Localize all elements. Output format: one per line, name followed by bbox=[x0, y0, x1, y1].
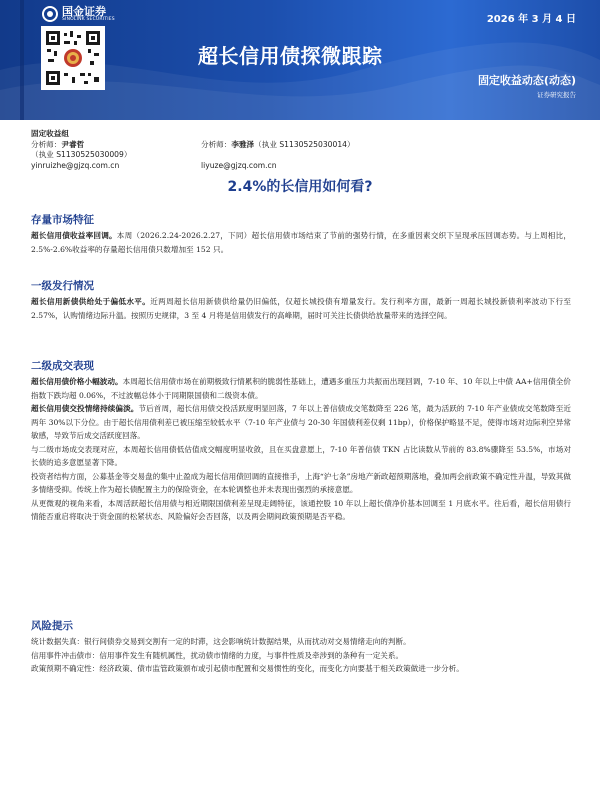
team-name: 固定收益组 bbox=[31, 129, 69, 138]
analyst-1-license: （执业 S1130525030009） bbox=[31, 150, 132, 159]
paragraph-lead: 超长信用债交投情绪持续偏淡。 bbox=[31, 404, 139, 413]
logo-mark-icon bbox=[42, 6, 58, 22]
report-header bbox=[0, 0, 600, 120]
paragraph-text: 近两周超长信用新债供给量仍旧偏低，仅超长城投债有增量发行。发行利率方面，最新一周超长城投新债利率波动下行至 2.57%，认购情绪边际升温。按照历史规律，3 至 4 月将是信用债发行的高峰期，届时可关注长债供给放量带来的选择空间。 bbox=[31, 297, 572, 320]
paragraph-text: 与二级市场成交表现对应，本周超长信用债低估值成交幅度明显收敛，且在买盘意愿上，7-10 年普信债 TKN 占比读数从节前的 83.8%骤降至 53.5%，市场对长债的追多意愿显著下降。 bbox=[31, 444, 571, 467]
analyst-1-email[interactable]: yinruizhe@gjzq.com.cn bbox=[31, 160, 120, 170]
report-series-title: 超长信用债探微跟踪 bbox=[198, 44, 383, 68]
analyst-1-label: 分析师： bbox=[31, 139, 62, 149]
paragraph-lead: 超长信用债价格小幅波动。 bbox=[31, 377, 123, 386]
analyst-2-email[interactable]: liyuze@gjzq.com.cn bbox=[201, 160, 277, 170]
paragraph-text: 节后首周，超长信用债交投活跃度明显回落，7 年以上普信债成交笔数降至 226 笔，最为活跃的 7-10 年产业债成交笔数降至近两年 30%以下分位。由于超长信用债利差已被压缩至较低水平（7-10 年产业债与 20-30 年国债利差仅剩 11bp），价格保护略显不足，使得市场对边际利空异常敏感，导致节后成交活跃度回落。 bbox=[31, 404, 571, 440]
section-heading-primary-issuance: 一级发行情况 bbox=[31, 280, 94, 292]
paragraph-lead: 超长信用债收益率回调。 bbox=[31, 231, 117, 240]
section-paragraph bbox=[31, 229, 571, 256]
report-type: 证券研究报告 bbox=[537, 91, 576, 99]
risk-item: 统计数据失真：银行间债券交易到交割有一定的时滞，这会影响统计数据结果，从而扰动对交易情绪走向的判断。 bbox=[31, 637, 411, 646]
logo-name-en: SINOLINK SECURITIES bbox=[62, 17, 115, 22]
analyst-2-name: 李雅泽 bbox=[231, 139, 255, 149]
analyst-block bbox=[31, 129, 571, 171]
report-category: 固定收益动态(动态) bbox=[477, 74, 576, 87]
risk-item: 信用事件冲击债市：信用事件发生有随机属性，扰动债市情绪的力度，与事件性质及牵涉到的条种有一定关系。 bbox=[31, 650, 404, 660]
paragraph-text: 本周（2026.2.24-2026.2.27，下同）超长信用债市场结束了节前的强势行情，在多重因素交织下呈现承压回调态势。与上周相比，2.5%-2.6%收益率的存量超长信用债只数增加至 152 只。 bbox=[31, 231, 572, 254]
section-paragraph bbox=[31, 375, 571, 524]
qr-code-icon bbox=[41, 26, 105, 90]
paragraph-text: 从更微观的视角来看，本周活跃超长信用债与相近期限国债利差呈现走阔特征，该通控股 10 年以上超长债净价基本回调至 1 月底水平。往后看，超长信用债行情能否重启将取决于资金面的松紧状态、风险偏好会否回落，以及两会期间政策预期是否平稳。 bbox=[31, 498, 571, 521]
analyst-2-label: 分析师： bbox=[201, 139, 232, 149]
analyst-1-name: 尹睿哲 bbox=[61, 139, 85, 149]
section-heading-secondary-trading: 二级成交表现 bbox=[31, 360, 94, 372]
paragraph-text: 投资者结构方面，公募基金等交易盘的集中止盈成为超长信用债回调的直接推手，上海“沪七条”房地产新政超预期落地，叠加两会前政策不确定性升温，导致其做多情绪受抑。传统上作为超长债配置主力的保险资金，在本轮调整也并未表现出强烈的承接意愿。 bbox=[31, 471, 571, 494]
article-title: 2.4%的长信用如何看? bbox=[227, 179, 373, 195]
section-paragraph bbox=[31, 295, 571, 322]
report-date: 2026 年 3 月 4 日 bbox=[486, 14, 576, 25]
paragraph-lead: 超长信用新债供给处于偏低水平。 bbox=[31, 297, 151, 306]
risk-item: 政策预期不确定性：经济政策、债市监管政策颁布或引起债市配置和交易惯性的变化，而变化方向要基于相关政策做进一步分析。 bbox=[31, 664, 464, 673]
company-logo bbox=[42, 6, 115, 23]
section-heading-stock-market: 存量市场特征 bbox=[31, 214, 94, 226]
analyst-2-license: （执业 S1130525030014） bbox=[254, 139, 355, 149]
risk-list bbox=[31, 635, 571, 676]
logo-name-cn: 国金证券 bbox=[62, 5, 106, 18]
paragraph-text: 本周超长信用债市场在前期极致行情累积的脆弱性基础上，遭遇多重压力共振而出现回调，7-10 年、10 年以上中债 AA+信用债全价指数下跌均超 0.06%，不过波幅总体小于同期限国债和二级资本债。 bbox=[31, 377, 571, 400]
section-heading-risk-warning: 风险提示 bbox=[31, 620, 73, 632]
